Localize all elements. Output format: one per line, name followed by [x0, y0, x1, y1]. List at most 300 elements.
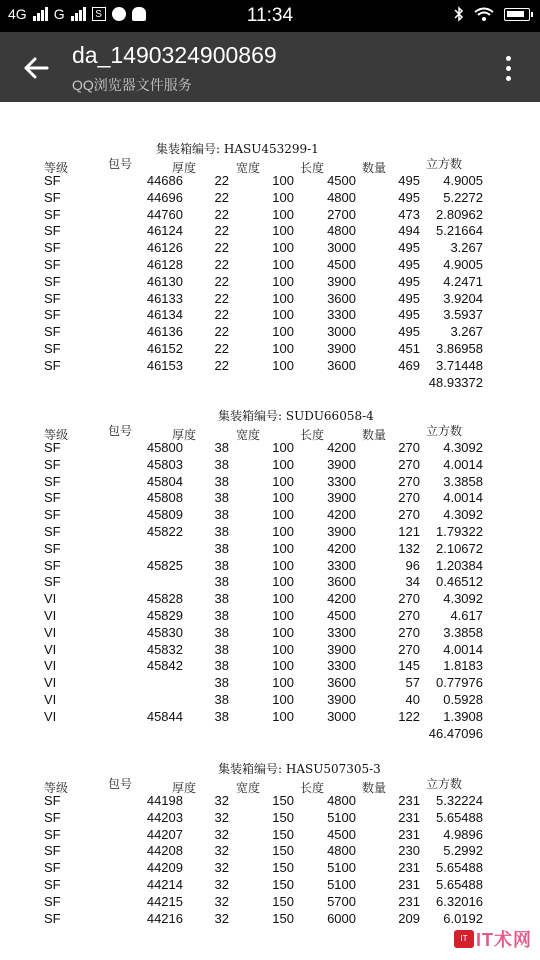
volume-cell: 0.5928	[443, 692, 483, 707]
quantity-cell: 469	[398, 357, 420, 373]
grade-cell: SF	[44, 307, 61, 323]
quantity-cell: 495	[398, 324, 420, 340]
table-row	[0, 658, 540, 675]
grade-cell: SF	[44, 574, 61, 590]
length-cell: 4500	[327, 257, 356, 272]
quantity-cell: 270	[398, 624, 420, 640]
volume-cell: 4.9005	[443, 257, 483, 272]
package-cell: 45825	[146, 557, 183, 573]
table-row	[0, 860, 540, 877]
volume-cell: 3.9204	[443, 290, 483, 306]
volume-cell: 3.3858	[443, 624, 483, 640]
quantity-cell: 495	[398, 189, 420, 205]
volume-cell: 5.2992	[443, 843, 483, 859]
back-button[interactable]	[18, 50, 54, 86]
length-cell: 4500	[327, 608, 356, 623]
length-cell: 4800	[327, 793, 356, 808]
status-bar	[0, 0, 540, 32]
grade-cell: VI	[44, 658, 57, 674]
thickness-cell: 38	[214, 540, 229, 556]
length-cell: 3600	[327, 675, 356, 691]
grade-cell: SF	[44, 860, 61, 876]
quantity-cell: 494	[398, 223, 420, 239]
package-cell: 45822	[146, 524, 183, 539]
grade-cell: VI	[44, 708, 57, 724]
more-dot-icon	[506, 66, 511, 71]
width-cell: 100	[272, 574, 294, 590]
package-cell: 44696	[146, 189, 183, 205]
table-row	[0, 240, 540, 257]
table-row	[0, 558, 540, 575]
grade-cell: VI	[44, 608, 57, 623]
watermark-text: IT术网	[476, 930, 532, 950]
length-cell: 3300	[327, 658, 356, 674]
thickness-cell: 32	[214, 877, 229, 892]
grade-cell: SF	[44, 490, 61, 506]
thickness-cell: 22	[214, 273, 229, 289]
quantity-cell: 495	[398, 240, 420, 256]
length-cell: 3300	[327, 473, 356, 489]
thickness-cell: 38	[214, 574, 229, 590]
package-cell: 46136	[146, 324, 183, 340]
volume-cell: 4.3092	[443, 507, 483, 523]
header-grade: 等级	[44, 161, 69, 175]
grade-cell: VI	[44, 624, 57, 640]
quantity-cell: 122	[398, 708, 420, 724]
quantity-cell: 145	[398, 658, 420, 674]
package-cell: 45800	[146, 440, 183, 455]
package-cell: 46153	[146, 357, 183, 373]
thickness-cell: 32	[214, 793, 229, 808]
grade-cell: SF	[44, 507, 61, 523]
table-row	[0, 173, 540, 190]
quantity-cell: 495	[398, 307, 420, 323]
table-row	[0, 827, 540, 844]
length-cell: 3300	[327, 624, 356, 640]
grade-cell: SF	[44, 877, 61, 892]
thickness-cell: 38	[214, 524, 229, 539]
width-cell: 150	[272, 843, 294, 859]
quantity-cell: 230	[398, 843, 420, 859]
grade-cell: VI	[44, 641, 57, 657]
container-title: 集装箱编号: HASU453299-1	[156, 142, 319, 156]
width-cell: 100	[272, 708, 294, 724]
volume-cell: 2.80962	[436, 206, 483, 222]
length-cell: 3000	[327, 708, 356, 724]
quantity-cell: 270	[398, 507, 420, 523]
quantity-cell: 495	[398, 173, 420, 188]
header-quantity: 数量	[362, 781, 387, 795]
file-subtitle: QQ浏览器文件服务	[72, 77, 192, 93]
volume-cell: 5.2272	[443, 189, 483, 205]
width-cell: 150	[272, 809, 294, 825]
package-cell: 45828	[146, 591, 183, 607]
grade-cell: SF	[44, 793, 61, 808]
header-volume: 立方数	[426, 424, 463, 438]
thickness-cell: 32	[214, 809, 229, 825]
header-length: 长度	[300, 161, 325, 175]
length-cell: 5100	[327, 860, 356, 876]
width-cell: 100	[272, 273, 294, 289]
volume-cell: 5.65488	[436, 860, 483, 876]
length-cell: 4200	[327, 540, 356, 556]
thickness-cell: 38	[214, 456, 229, 472]
width-cell: 100	[272, 524, 294, 539]
grade-cell: SF	[44, 893, 61, 909]
width-cell: 100	[272, 223, 294, 239]
table-row	[0, 440, 540, 457]
volume-cell: 3.267	[450, 240, 483, 256]
header-package: 包号	[108, 157, 133, 171]
header-thickness: 厚度	[172, 428, 197, 442]
container-title: 集装箱编号: SUDU66058-4	[218, 409, 374, 423]
grade-cell: SF	[44, 257, 61, 272]
length-cell: 3000	[327, 324, 356, 340]
thickness-cell: 32	[214, 843, 229, 859]
grade-cell: VI	[44, 591, 57, 607]
volume-cell: 1.20384	[436, 557, 483, 573]
length-cell: 4200	[327, 507, 356, 523]
watermark-logo-icon: IT	[454, 930, 474, 948]
width-cell: 150	[272, 793, 294, 808]
quantity-cell: 451	[398, 341, 420, 356]
table-row	[0, 190, 540, 207]
width-cell: 100	[272, 189, 294, 205]
grade-cell: SF	[44, 809, 61, 825]
package-cell: 45830	[146, 624, 183, 640]
width-cell: 100	[272, 540, 294, 556]
volume-cell: 1.8183	[443, 658, 483, 674]
package-cell: 44207	[146, 826, 183, 842]
package-cell: 45809	[146, 507, 183, 523]
thickness-cell: 22	[214, 290, 229, 306]
table-row	[0, 274, 540, 291]
header-package: 包号	[108, 777, 133, 791]
volume-cell: 4.0014	[443, 641, 483, 657]
package-cell: 45808	[146, 490, 183, 506]
header-thickness: 厚度	[172, 781, 197, 795]
volume-cell: 5.32224	[436, 793, 483, 808]
thickness-cell: 22	[214, 307, 229, 323]
header-volume: 立方数	[426, 157, 463, 171]
width-cell: 100	[272, 658, 294, 674]
grade-cell: VI	[44, 692, 57, 707]
quantity-cell: 495	[398, 273, 420, 289]
volume-cell: 0.77976	[436, 675, 483, 691]
volume-cell: 6.0192	[443, 910, 483, 926]
table-row	[0, 257, 540, 274]
thickness-cell: 22	[214, 189, 229, 205]
network-g-label: G	[53, 6, 65, 22]
package-cell: 44198	[146, 793, 183, 808]
length-cell: 3300	[327, 307, 356, 323]
quantity-cell: 209	[398, 910, 420, 926]
thickness-cell: 38	[214, 473, 229, 489]
table-row	[0, 457, 540, 474]
quantity-cell: 40	[405, 692, 420, 707]
width-cell: 100	[272, 557, 294, 573]
table-row	[0, 692, 540, 709]
table-row	[0, 843, 540, 860]
volume-cell: 1.3908	[443, 708, 483, 724]
volume-cell: 3.86958	[436, 341, 483, 356]
status-time: 11:34	[246, 5, 294, 26]
table-row	[0, 358, 540, 375]
package-cell: 46134	[146, 307, 183, 323]
width-cell: 150	[272, 826, 294, 842]
header-thickness: 厚度	[172, 161, 197, 175]
header-package: 包号	[108, 424, 133, 438]
volume-cell: 4.3092	[443, 591, 483, 607]
thickness-cell: 38	[214, 608, 229, 623]
section-total: 46.47096	[428, 725, 483, 741]
package-cell: 46124	[146, 223, 183, 239]
package-cell: 45842	[146, 658, 183, 674]
thickness-cell: 22	[214, 357, 229, 373]
thickness-cell: 38	[214, 440, 229, 455]
header-width: 宽度	[236, 161, 261, 175]
package-cell: 46128	[146, 257, 183, 272]
header-grade: 等级	[44, 781, 69, 795]
volume-cell: 3.71448	[436, 357, 483, 373]
table-row	[0, 625, 540, 642]
grade-cell: SF	[44, 826, 61, 842]
package-cell: 44203	[146, 809, 183, 825]
container-title: 集装箱编号: HASU507305-3	[218, 762, 381, 776]
header-grade: 等级	[44, 428, 69, 442]
thickness-cell: 22	[214, 173, 229, 188]
thickness-cell: 38	[214, 490, 229, 506]
table-row	[0, 591, 540, 608]
package-cell: 46126	[146, 240, 183, 256]
header-width: 宽度	[236, 781, 261, 795]
package-cell: 44208	[146, 843, 183, 859]
volume-cell: 4.9896	[443, 826, 483, 842]
table-row	[0, 524, 540, 541]
thickness-cell: 22	[214, 324, 229, 340]
length-cell: 4800	[327, 189, 356, 205]
length-cell: 3900	[327, 641, 356, 657]
quantity-cell: 57	[405, 675, 420, 691]
width-cell: 100	[272, 624, 294, 640]
table-row	[0, 291, 540, 308]
quantity-cell: 270	[398, 608, 420, 623]
bluetooth-icon	[454, 6, 464, 22]
grade-cell: SF	[44, 324, 61, 340]
document-view[interactable]	[0, 102, 540, 960]
volume-cell: 4.2471	[443, 273, 483, 289]
width-cell: 100	[272, 324, 294, 340]
table-row	[0, 223, 540, 240]
table-row	[0, 675, 540, 692]
length-cell: 6000	[327, 910, 356, 926]
volume-cell: 3.5937	[443, 307, 483, 323]
watermark	[454, 926, 532, 952]
grade-cell: SF	[44, 473, 61, 489]
header-width: 宽度	[236, 428, 261, 442]
width-cell: 100	[272, 456, 294, 472]
grade-cell: SF	[44, 440, 61, 455]
volume-cell: 4.3092	[443, 440, 483, 455]
length-cell: 3900	[327, 524, 356, 539]
table-row	[0, 490, 540, 507]
width-cell: 100	[272, 608, 294, 623]
quantity-cell: 270	[398, 440, 420, 455]
length-cell: 3900	[327, 456, 356, 472]
table-row	[0, 574, 540, 591]
volume-cell: 4.0014	[443, 456, 483, 472]
volume-cell: 1.79322	[436, 524, 483, 539]
thickness-cell: 22	[214, 341, 229, 356]
thickness-cell: 22	[214, 240, 229, 256]
more-dot-icon	[506, 56, 511, 61]
section-total: 48.93372	[428, 374, 483, 390]
grade-cell: SF	[44, 290, 61, 306]
width-cell: 100	[272, 290, 294, 306]
grade-cell: SF	[44, 456, 61, 472]
package-cell: 44209	[146, 860, 183, 876]
header-length: 长度	[300, 428, 325, 442]
thickness-cell: 32	[214, 893, 229, 909]
grade-cell: SF	[44, 173, 61, 188]
volume-cell: 5.21664	[436, 223, 483, 239]
table-row	[0, 608, 540, 625]
notification-s-icon: S	[92, 7, 106, 21]
length-cell: 4500	[327, 173, 356, 188]
volume-cell: 4.9005	[443, 173, 483, 188]
battery-icon	[504, 8, 530, 21]
thickness-cell: 38	[214, 658, 229, 674]
table-row	[0, 642, 540, 659]
package-cell: 46152	[146, 341, 183, 356]
length-cell: 4500	[327, 826, 356, 842]
table-row	[0, 324, 540, 341]
thickness-cell: 22	[214, 206, 229, 222]
table-row	[0, 877, 540, 894]
quantity-cell: 495	[398, 257, 420, 272]
length-cell: 3900	[327, 692, 356, 707]
width-cell: 100	[272, 591, 294, 607]
width-cell: 150	[272, 860, 294, 876]
width-cell: 100	[272, 641, 294, 657]
thickness-cell: 38	[214, 641, 229, 657]
width-cell: 100	[272, 307, 294, 323]
volume-cell: 5.65488	[436, 877, 483, 892]
grade-cell: SF	[44, 524, 61, 539]
grade-cell: SF	[44, 540, 61, 556]
thickness-cell: 38	[214, 591, 229, 607]
grade-cell: SF	[44, 557, 61, 573]
thickness-cell: 22	[214, 223, 229, 239]
grade-cell: SF	[44, 273, 61, 289]
volume-cell: 4.0014	[443, 490, 483, 506]
package-cell: 45844	[146, 708, 183, 724]
grade-cell: SF	[44, 223, 61, 239]
thickness-cell: 32	[214, 910, 229, 926]
thickness-cell: 38	[214, 675, 229, 691]
package-cell: 45832	[146, 641, 183, 657]
table-row	[0, 793, 540, 810]
table-row	[0, 341, 540, 358]
thickness-cell: 22	[214, 257, 229, 272]
more-dot-icon	[506, 76, 511, 81]
length-cell: 5700	[327, 893, 356, 909]
quantity-cell: 132	[398, 540, 420, 556]
length-cell: 3000	[327, 240, 356, 256]
quantity-cell: 231	[398, 893, 420, 909]
package-cell: 46133	[146, 290, 183, 306]
package-cell: 45804	[146, 473, 183, 489]
table-row	[0, 541, 540, 558]
quantity-cell: 270	[398, 456, 420, 472]
volume-cell: 4.617	[450, 608, 483, 623]
width-cell: 150	[272, 893, 294, 909]
quantity-cell: 270	[398, 591, 420, 607]
volume-cell: 6.32016	[436, 893, 483, 909]
quantity-cell: 231	[398, 877, 420, 892]
length-cell: 3600	[327, 290, 356, 306]
grade-cell: SF	[44, 341, 61, 356]
length-cell: 5100	[327, 877, 356, 892]
length-cell: 4800	[327, 223, 356, 239]
length-cell: 3900	[327, 341, 356, 356]
length-cell: 3900	[327, 273, 356, 289]
length-cell: 3300	[327, 557, 356, 573]
header-length: 长度	[300, 781, 325, 795]
header-volume: 立方数	[426, 777, 463, 791]
grade-cell: SF	[44, 910, 61, 926]
width-cell: 100	[272, 675, 294, 691]
package-cell: 44760	[146, 206, 183, 222]
quantity-cell: 121	[398, 524, 420, 539]
package-cell: 45829	[146, 608, 183, 623]
grade-cell: VI	[44, 675, 57, 691]
table-row	[0, 207, 540, 224]
volume-cell: 0.46512	[436, 574, 483, 590]
volume-cell: 5.65488	[436, 809, 483, 825]
length-cell: 3600	[327, 574, 356, 590]
width-cell: 100	[272, 440, 294, 455]
grade-cell: SF	[44, 843, 61, 859]
width-cell: 100	[272, 357, 294, 373]
package-cell: 44216	[146, 910, 183, 926]
quantity-cell: 231	[398, 826, 420, 842]
package-cell: 44214	[146, 877, 183, 892]
table-row	[0, 810, 540, 827]
width-cell: 100	[272, 173, 294, 188]
width-cell: 100	[272, 507, 294, 523]
length-cell: 2700	[327, 206, 356, 222]
quantity-cell: 495	[398, 290, 420, 306]
length-cell: 3600	[327, 357, 356, 373]
package-cell: 44686	[146, 173, 183, 188]
header-quantity: 数量	[362, 428, 387, 442]
header-quantity: 数量	[362, 161, 387, 175]
thickness-cell: 38	[214, 557, 229, 573]
thickness-cell: 38	[214, 692, 229, 707]
length-cell: 4200	[327, 440, 356, 455]
thickness-cell: 32	[214, 826, 229, 842]
width-cell: 100	[272, 257, 294, 272]
thickness-cell: 38	[214, 507, 229, 523]
length-cell: 3900	[327, 490, 356, 506]
more-options-button[interactable]	[496, 50, 520, 86]
grade-cell: SF	[44, 240, 61, 256]
width-cell: 100	[272, 206, 294, 222]
thickness-cell: 38	[214, 624, 229, 640]
quantity-cell: 34	[405, 574, 420, 590]
quantity-cell: 270	[398, 490, 420, 506]
